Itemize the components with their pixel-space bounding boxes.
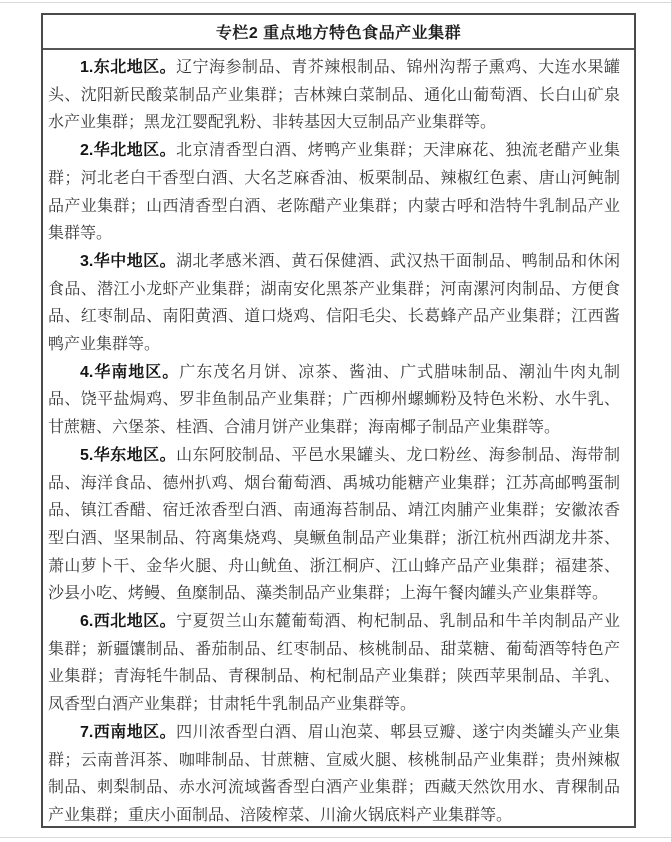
region-body-east: 山东阿胶制品、平邑水果罐头、龙口粉丝、海参制品、海带制品、海洋食品、德州扒鸡、烟台葡萄酒、禹城功能糖产业集群；江苏高邮鸭蛋制品、镇江香醋、宿迁浓香型白酒、南通海苔制品、靖江肉脯产业集群；安徽浓香型白酒、坚果制品、符离集烧鸡、臭鳜鱼制品产业集群；浙江杭州西湖龙井茶、萧山萝卜干、金华火腿、舟山鱿鱼、浙江桐庐、江山蜂产品产业集群；福建茶、沙县小吃、烤鳗、鱼糜制品、藻类制品产业集群；上海午餐肉罐头产业集群等。 xyxy=(48,446,620,603)
page-bottom-divider xyxy=(0,837,671,838)
region-heading-southwest: 7.西南地区。 xyxy=(80,723,177,741)
region-body-southwest: 四川浓香型白酒、眉山泡菜、郫县豆瓣、遂宁肉类罐头产业集群；云南普洱茶、咖啡制品、甘蔗糖、宣威火腿、核桃制品产业集群；贵州辣椒制品、刺梨制品、赤水河流域酱香型白酒产业集群；西藏天然饮用水、青稞制品产业集群；重庆小面制品、涪陵榨菜、川渝火锅底料产业集群等。 xyxy=(48,723,620,824)
region-body-south: 广东茂名月饼、凉茶、酱油、广式腊味制品、潮汕牛肉丸制品、饶平盐焗鸡、罗非鱼制品产业集群；广西柳州螺蛳粉及特色米粉、水牛乳、甘蔗糖、六堡茶、桂酒、合浦月饼产业集群；海南椰子制品产业集群等。 xyxy=(48,363,620,437)
region-body-north: 北京清香型白酒、烤鸭产业集群；天津麻花、独流老醋产业集群；河北老白干香型白酒、大名芝麻香油、板栗制品、辣椒红色素、唐山河鲀制品产业集群；山西清香型白酒、老陈醋产业集群；内蒙古呼和浩特牛乳制品产业集群等。 xyxy=(48,142,620,243)
region-heading-central: 3.华中地区。 xyxy=(80,252,177,270)
region-body-central: 湖北孝感米酒、黄石保健酒、武汉热干面制品、鸭制品和休闲食品、潜江小龙虾产业集群；湖南安化黑茶产业集群；河南漯河肉制品、方便食品、红枣制品、南阳黄酒、道口烧鸡、信阳毛尖、长葛蜂产品产业集群；江西酱鸭产业集群等。 xyxy=(48,252,620,354)
region-body-northwest: 宁夏贺兰山东麓葡萄酒、枸杞制品、乳制品和牛羊肉制品产业集群；新疆馕制品、番茄制品、红枣制品、核桃制品、甜菜糖、葡萄酒等特色产业集群；青海牦牛制品、青稞制品、枸杞制品产业集群；陕西苹果制品、羊乳、凤香型白酒产业集群；甘肃牦牛乳制品产业集群等。 xyxy=(48,613,620,714)
page-top-divider xyxy=(0,2,671,3)
region-body-northeast: 辽宁海参制品、青芥辣根制品、锦州沟帮子熏鸡、大连水果罐头、沈阳新民酸菜制品产业集群；吉林辣白菜制品、通化山葡萄酒、长白山矿泉水产业集群；黑龙江婴配乳粉、非转基因大豆制品产业集群等。 xyxy=(48,59,620,132)
region-paragraph-northeast xyxy=(48,54,620,137)
panel-title: 专栏2 重点地方特色食品产业集群 xyxy=(43,15,634,50)
region-heading-south: 4.华南地区。 xyxy=(80,363,180,381)
region-paragraph-north xyxy=(48,137,620,248)
region-paragraph-northwest xyxy=(48,608,620,719)
panel-body xyxy=(43,50,634,830)
region-heading-northwest: 6.西北地区。 xyxy=(80,613,177,631)
region-paragraph-south xyxy=(48,359,620,442)
region-paragraph-southwest xyxy=(48,719,620,830)
region-paragraph-east xyxy=(48,442,620,608)
region-heading-north: 2.华北地区。 xyxy=(80,142,177,160)
panel-key-food-clusters xyxy=(41,13,636,828)
region-heading-northeast: 1.东北地区。 xyxy=(80,59,177,76)
region-heading-east: 5.华东地区。 xyxy=(80,446,177,464)
region-paragraph-central xyxy=(48,248,620,359)
